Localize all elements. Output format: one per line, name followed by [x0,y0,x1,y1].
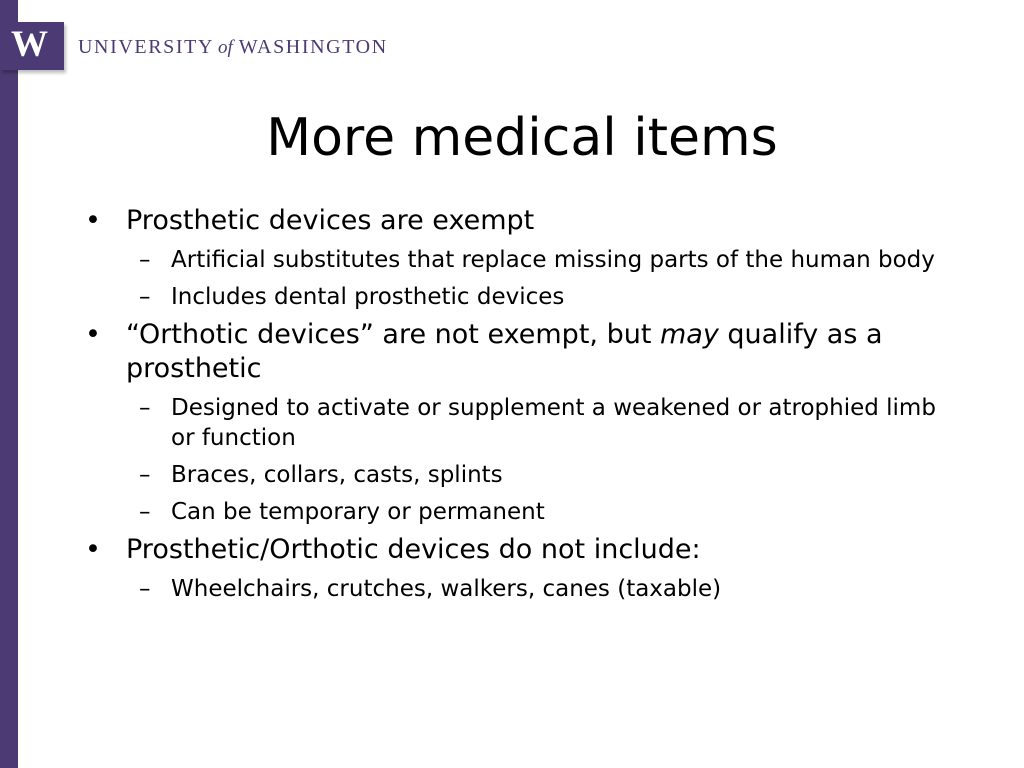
sub-bullet-text: Wheelchairs, crutches, walkers, canes (taxable) [171,576,722,602]
sub-bullet-wheelchairs [84,574,964,604]
dash-marker: – [139,576,151,602]
slide-content [84,204,964,604]
bullet-prosthetic-exempt [84,204,964,238]
wordmark-university: UNIVERSITY [78,36,214,58]
dash-marker: – [139,462,151,488]
bullet-orthotic-devices [84,318,964,386]
dash-marker: – [139,247,151,273]
sub-bullet-text: Can be temporary or permanent [171,499,545,525]
left-accent-bar [0,0,18,768]
sub-bullet-text: Braces, collars, casts, splints [171,462,503,488]
uw-logo-letter: W [11,24,48,65]
university-wordmark [78,35,388,60]
slide-title: More medical items [266,108,778,168]
sub-bullet-designed-to-activate [84,393,964,453]
sub-bullet-text: Designed to activate or supplement a weakened or atrophied limb or function [171,395,936,451]
bullet-text: Prosthetic/Orthotic devices do not include: [126,534,701,565]
bullet-emphasis-may: may [660,319,719,350]
dash-marker: – [139,499,151,525]
bullet-text-after: qualify as a prosthetic [126,319,883,384]
bullet-marker: • [85,534,101,565]
sub-bullet-temporary-permanent [84,497,964,527]
bullet-text-before: “Orthotic devices” are not exempt, but [126,319,660,350]
sub-bullet-braces [84,460,964,490]
bullet-marker: • [85,205,101,236]
bullet-text: Prosthetic devices are exempt [126,205,535,236]
dash-marker: – [139,284,151,310]
bullet-do-not-include [84,533,964,567]
sub-bullet-text: Artificial substitutes that replace missing parts of the human body [171,247,935,273]
sub-bullet-dental [84,282,964,312]
sub-bullet-artificial-substitutes [84,245,964,275]
uw-logo [0,22,64,70]
sub-bullet-text: Includes dental prosthetic devices [171,284,565,310]
wordmark-washington: WASHINGTON [238,36,388,58]
wordmark-of: of [218,37,233,58]
dash-marker: – [139,395,151,421]
bullet-marker: • [85,319,101,350]
